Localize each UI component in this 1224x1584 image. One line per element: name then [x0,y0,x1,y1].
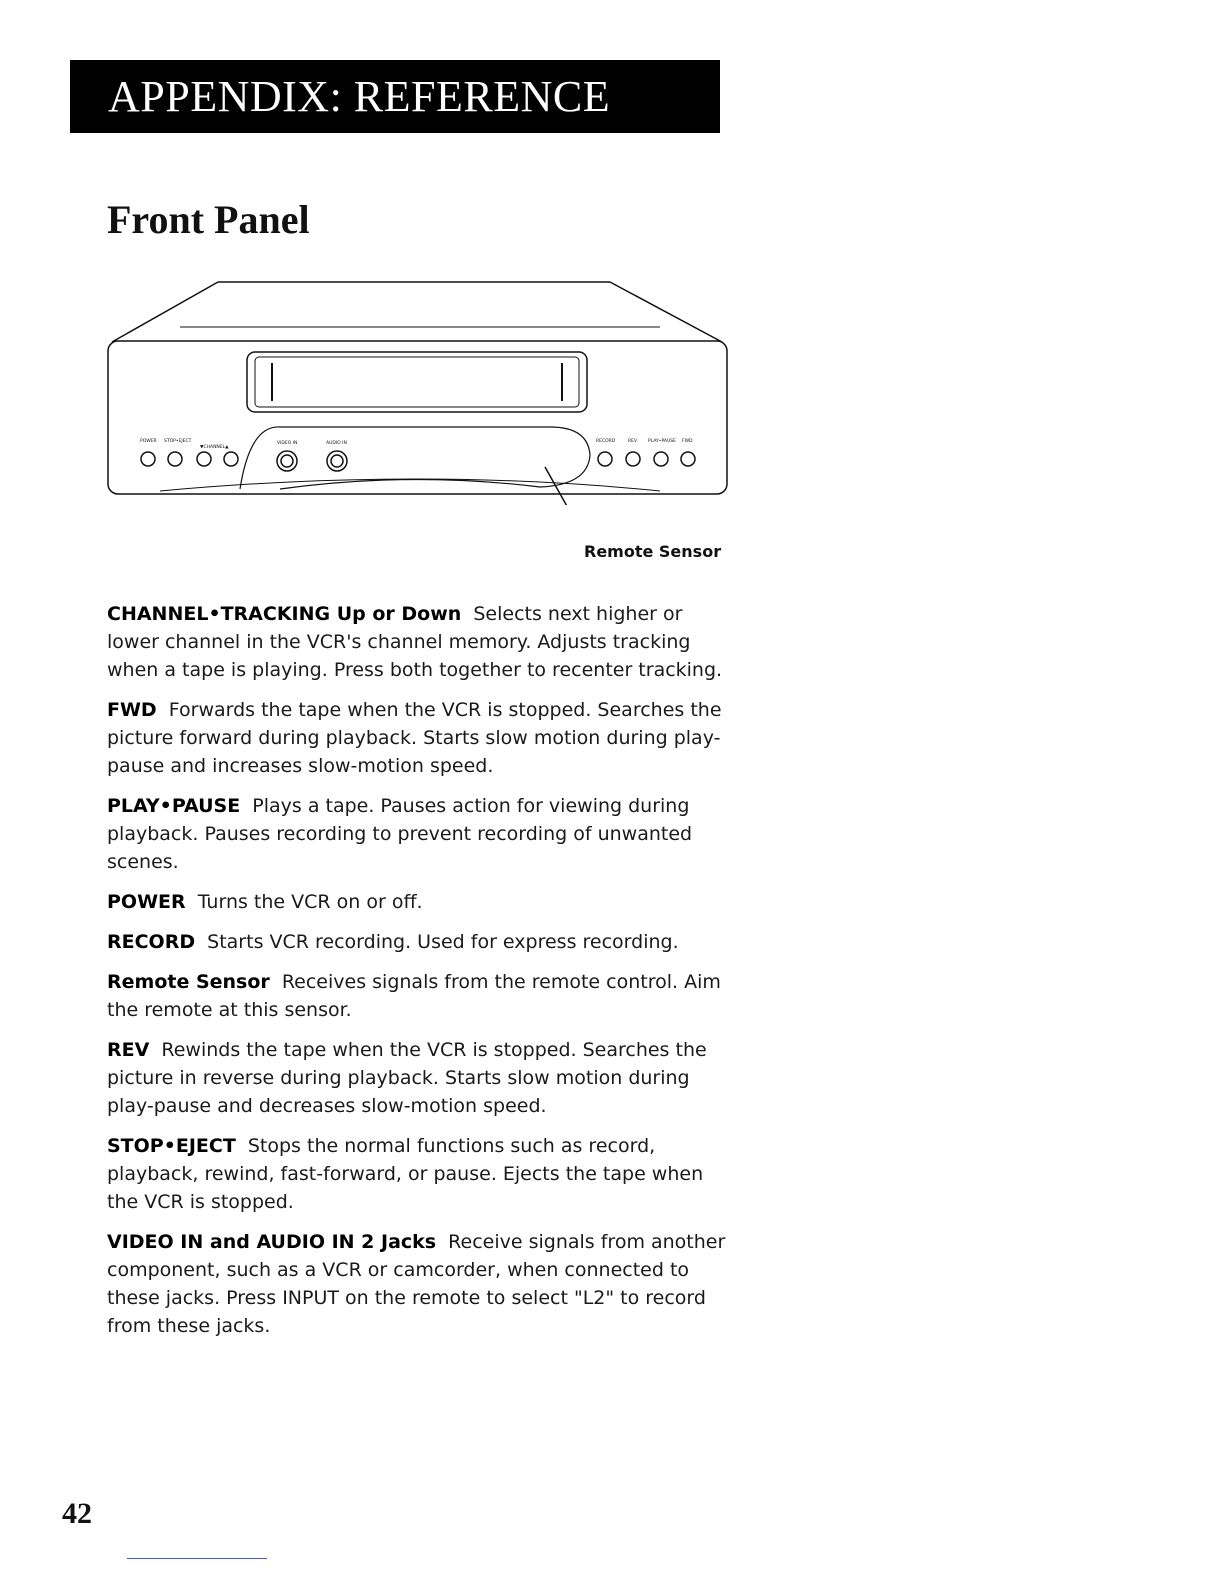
definition-text: Turns the VCR on or off. [197,891,423,913]
definition-term: POWER [107,891,186,913]
definition-term: VIDEO IN and AUDIO IN 2 Jacks [107,1231,437,1253]
definition-term: RECORD [107,931,196,953]
vcr-front-panel-diagram [100,275,732,505]
definition-rev [107,1036,727,1120]
stop-eject-button-label: STOP•EJECT [164,439,192,444]
definition-text: Selects next higher or lower channel in the VCR's channel memory. Adjusts tracking when a tape is playing. Press both together to recenter tracking. [107,603,723,681]
definition-text: Receives signals from the remote control. Aim the remote at this sensor. [107,971,721,1021]
audio-in-jack-label: AUDIO IN [326,441,347,446]
footer-rule [127,1558,267,1559]
definition-text: Plays a tape. Pauses action for viewing during playback. Pauses recording to prevent recording of unwanted scenes. [107,795,693,873]
page-title: Front Panel [107,197,310,242]
definition-term: Remote Sensor [107,971,270,993]
definition-play-pause [107,792,727,876]
fwd-button-label: FWD [682,439,693,444]
definition-text: Rewinds the tape when the VCR is stopped. Searches the picture in reverse during playback. Starts slow motion during play-pause and decreases slow-motion speed. [107,1039,707,1117]
definition-term: STOP•EJECT [107,1135,236,1157]
rev-button-label: REV [628,439,638,444]
record-button-label: RECORD [596,439,616,444]
definition-fwd [107,696,727,780]
definition-remote-sensor [107,968,727,1024]
definition-term: CHANNEL•TRACKING Up or Down [107,603,462,625]
definition-stop-eject [107,1132,727,1216]
definition-text: Forwards the tape when the VCR is stopped. Searches the picture forward during playback. Starts slow motion during play-pause and increases slow-motion speed. [107,699,722,777]
page-number: 42 [62,1497,92,1530]
play-pause-button-label: PLAY•PAUSE [648,439,676,444]
remote-sensor-callout: Remote Sensor [584,542,722,561]
channel-button-label: ▼CHANNEL▲ [200,445,229,450]
definition-term: PLAY•PAUSE [107,795,241,817]
definition-term: FWD [107,699,157,721]
definition-channel-tracking [107,600,727,684]
power-button-label: POWER [140,439,157,444]
definition-power [107,888,727,916]
definition-text: Starts VCR recording. Used for express recording. [207,931,679,953]
definition-video-audio-jacks [107,1228,727,1340]
definition-text: Receive signals from another component, such as a VCR or camcorder, when connected to these jacks. Press INPUT on the remote to select "L2" to record from these jacks. [107,1231,726,1337]
video-in-jack-label: VIDEO IN [277,441,298,446]
definition-list [107,600,727,1352]
definition-term: REV [107,1039,150,1061]
definition-record [107,928,727,956]
section-banner: APPENDIX: REFERENCE [70,60,720,133]
definition-text: Stops the normal functions such as record, playback, rewind, fast-forward, or pause. Ejects the tape when the VCR is stopped. [107,1135,704,1213]
